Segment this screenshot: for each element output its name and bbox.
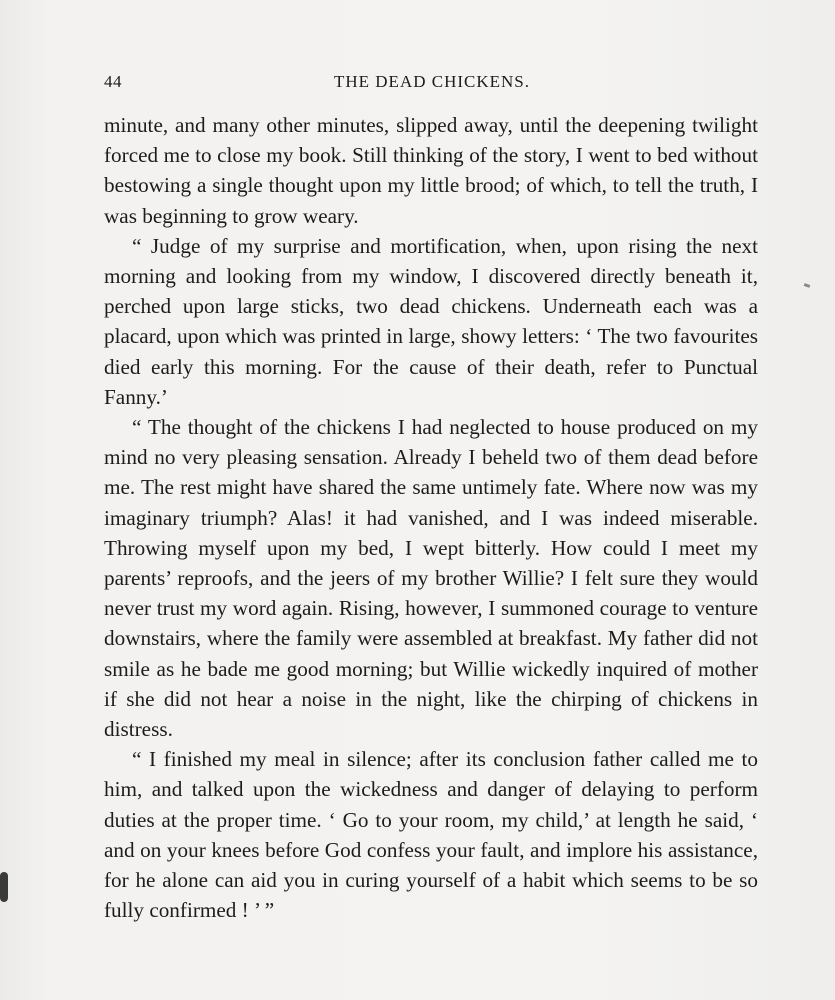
running-title: THE DEAD CHICKENS. (333, 72, 531, 91)
paragraph-2: “ Judge of my surprise and mortification, when, upon rising the next morning and looking from my window, I discovered directly beneath it, perched upon large sticks, two dead chickens. Underneath each was a placard, upon which was printed in large, showy letters: ‘ The two favourites died early this morning. For the cause of their death, refer to Punctual Fanny.’ (104, 233, 758, 409)
paragraph-1: minute, and many other minutes, slipped away, until the deepening twilight forced me to close my book. Still thinking of the story, I went to bed without bestowing a single thought upon my little brood; of which, to tell the truth, I was beginning to grow weary. (104, 113, 758, 228)
body-text (104, 110, 758, 925)
paragraph-4: “ I finished my meal in silence; after its conclusion father called me to him, and talked upon the wickedness and danger of delaying to perform duties at the proper time. ‘ Go to your room, my child,’ at length he said, ‘ and on your knees before God confess your fault, and implore his assistance, for he alone can aid you in curing yourself of a habit which seems to be so fully confirmed ! ’ ” (104, 747, 758, 923)
scan-speck (0, 872, 8, 902)
paragraph-3: “ The thought of the chickens I had neglected to house produced on my mind no very pleasing sensation. Already I beheld two of them dead before me. The rest might have shared the same untimely fate. Where now was my imaginary triumph? Alas! it had vanished, and I was indeed miserable. Throwing myself upon my bed, I wept bitterly. How could I meet my parents’ reproofs, and the jeers of my brother Willie? I felt sure they would never trust my word again. Rising, however, I summoned courage to venture downstairs, where the family were assembled at breakfast. My father did not smile as he bade me good morning; but Willie wickedly inquired of mother if she did not hear a noise in the night, like the chirping of chickens in distress. (104, 415, 758, 742)
page-header (104, 72, 760, 96)
page-number: 44 (104, 72, 122, 91)
scan-mark (804, 283, 811, 288)
